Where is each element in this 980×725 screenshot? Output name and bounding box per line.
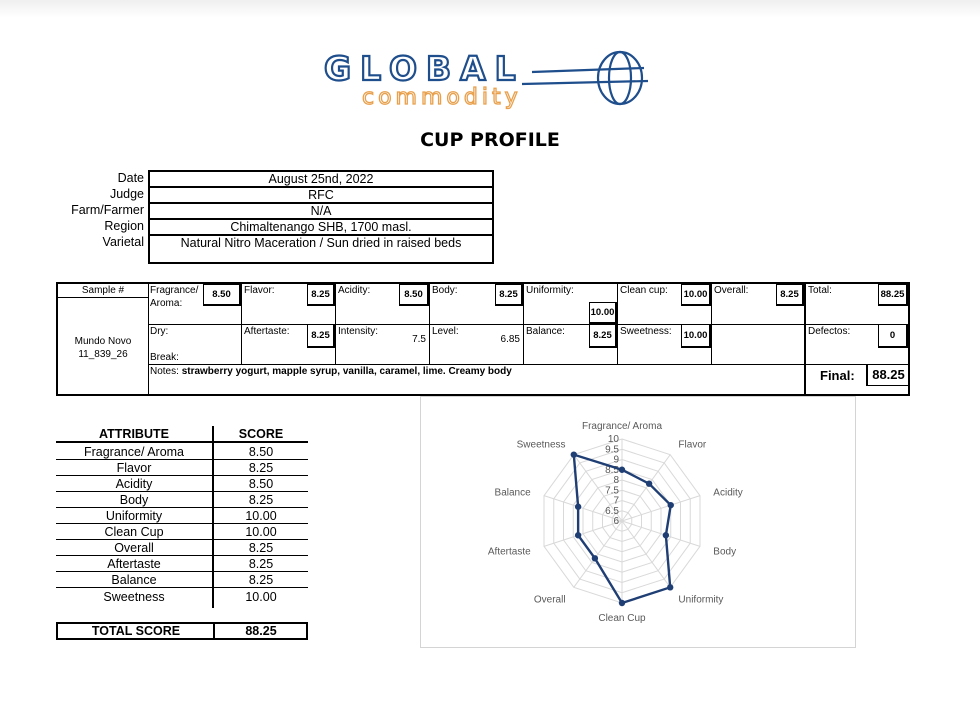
radar-tick-label: 6.5 (605, 505, 619, 517)
attribute-name: Sweetness (103, 590, 165, 604)
attribute-name: Balance (111, 573, 157, 587)
level-label: Level: (432, 326, 459, 337)
attribute-name: Uniformity (105, 509, 163, 523)
defectos-score: 0 (878, 324, 908, 348)
page-title: CUP PROFILE (420, 129, 560, 151)
notes-line (150, 366, 800, 377)
radar-tick-label: 7 (613, 495, 619, 507)
final-label: Final: (820, 368, 855, 383)
defectos-label: Defectos: (808, 326, 851, 337)
logo-graphic (322, 48, 652, 110)
score-column-header: SCORE (238, 427, 284, 441)
radar-data-point (619, 467, 625, 473)
page-top-shadow (0, 0, 980, 18)
radar-tick-label: 8.5 (605, 464, 619, 476)
table-row (56, 589, 308, 605)
table-row (56, 444, 308, 460)
attribute-header-underline (56, 426, 308, 443)
radar-data-point (575, 532, 581, 538)
radar-axis-label: Clean Cup (598, 613, 646, 624)
radar-data-point (667, 584, 673, 590)
attribute-score: 10.00 (245, 525, 277, 539)
uniformity-score: 10.00 (589, 302, 617, 324)
attribute-score: 10.00 (245, 590, 277, 604)
total-score: 88.25 (878, 284, 908, 306)
overall-score: 8.25 (776, 284, 804, 306)
acidity-score: 8.50 (399, 284, 429, 306)
attribute-score: 8.25 (248, 557, 274, 571)
radar-tick-label: 9.5 (605, 444, 619, 456)
table-row (56, 460, 308, 476)
radar-axis-label: Fragrance/ Aroma (581, 421, 663, 432)
info-label: Region (104, 219, 144, 233)
radar-axis-label: Body (713, 546, 737, 558)
radar-chart (420, 396, 856, 648)
radar-tick-label: 6 (613, 516, 619, 527)
attribute-name: Clean Cup (104, 525, 164, 539)
radar-data-point (575, 504, 581, 510)
total-score-value: 88.25 (245, 624, 277, 638)
radar-chart-svg (421, 397, 857, 649)
acidity-label: Acidity: (338, 285, 371, 296)
info-row-date (60, 170, 500, 186)
table-row (56, 540, 308, 556)
radar-spoke (622, 455, 670, 521)
balance-label: Balance: (526, 326, 565, 337)
attribute-name: Flavor (116, 461, 152, 475)
grid-line (148, 324, 910, 325)
sample-header: Sample # (81, 285, 125, 296)
uniformity-label: Uniformity: (526, 285, 574, 296)
dry-label: Dry: (150, 326, 169, 337)
notes-label: Notes: (150, 366, 179, 377)
cleancup-label: Clean cup: (620, 285, 668, 296)
table-row (56, 524, 308, 540)
sample-name: Mundo Novo (74, 336, 132, 347)
cleancup-score: 10.00 (681, 284, 711, 306)
grid-line (148, 364, 910, 365)
body-label: Body: (432, 285, 458, 296)
notes-text: strawberry yogurt, mapple syrup, vanilla, caramel, lime. Creamy body (181, 366, 512, 377)
attribute-column-header: ATTRIBUTE (99, 427, 169, 441)
body-score: 8.25 (495, 284, 523, 306)
table-row (56, 492, 308, 508)
radar-data-point (571, 451, 577, 457)
logo-globe-icon (522, 52, 648, 104)
info-value: N/A (148, 202, 494, 218)
attribute-name: Fragrance/ Aroma (83, 445, 185, 459)
radar-axis-label: Aftertaste (487, 546, 531, 558)
radar-spoke (574, 521, 622, 587)
info-label: Varietal (102, 235, 144, 249)
info-value: RFC (148, 186, 494, 202)
radar-data-point (663, 532, 669, 538)
attribute-name: Aftertaste (107, 557, 161, 571)
aftertaste-label: Aftertaste: (244, 326, 290, 337)
info-label: Date (117, 171, 144, 185)
radar-axis-label: Sweetness (516, 439, 566, 451)
attribute-score: 8.25 (248, 541, 274, 555)
radar-axis-label: Flavor (678, 439, 707, 451)
level-value: 6.85 (500, 334, 520, 345)
global-commodity-logo (322, 48, 652, 110)
aroma-label: Aroma: (150, 298, 183, 309)
radar-spoke (622, 521, 670, 587)
radar-axis-label: Overall (533, 594, 566, 606)
radar-tick-label: 8 (613, 475, 619, 486)
sweetness-score: 10.00 (681, 324, 711, 348)
balance-score: 8.25 (589, 324, 617, 348)
sample-code: 11_839_26 (78, 349, 128, 360)
overall-label: Overall: (714, 285, 749, 296)
attribute-score: 10.00 (245, 509, 277, 523)
info-value: August 25nd, 2022 (148, 170, 494, 186)
grid-line (58, 297, 149, 298)
radar-tick-label: 7.5 (605, 485, 619, 497)
info-label: Judge (109, 187, 144, 201)
radar-data-point (646, 480, 652, 486)
break-label: Break: (150, 352, 179, 363)
attribute-name: Body (119, 493, 149, 507)
radar-axis-label: Uniformity (678, 594, 724, 606)
radar-axis-label: Acidity (713, 487, 743, 499)
fragrance-score: 8.50 (203, 284, 241, 306)
intensity-value: 7.5 (412, 334, 426, 345)
sample-score-table (56, 282, 910, 396)
grid-line (804, 284, 806, 394)
radar-tick-label: 10 (607, 434, 619, 445)
radar-data-point (668, 502, 674, 508)
grid-line (148, 284, 149, 394)
aftertaste-score: 8.25 (307, 324, 335, 348)
radar-data-point (619, 600, 625, 606)
attribute-name: Acidity (115, 477, 153, 491)
attribute-score: 8.25 (248, 493, 274, 507)
info-row-farm (60, 202, 500, 218)
info-value: Chimaltenango SHB, 1700 masl. (148, 218, 494, 234)
radar-axis-label: Balance (494, 487, 531, 499)
total-score-row (56, 622, 308, 640)
intensity-label: Intensity: (338, 326, 379, 337)
attribute-score: 8.25 (248, 573, 274, 587)
table-row (56, 556, 308, 572)
final-score: 88.25 (866, 364, 910, 386)
table-row (56, 476, 308, 492)
total-label: Total: (808, 285, 832, 296)
info-row-judge (60, 186, 500, 202)
column-separator (213, 624, 215, 638)
table-row (56, 572, 308, 588)
sweetness-label: Sweetness: (620, 326, 672, 337)
info-row-region (60, 218, 500, 234)
attribute-score: 8.50 (248, 477, 274, 491)
radar-data-point (592, 555, 598, 561)
table-row (56, 508, 308, 524)
logo-word-commodity: commodity (362, 85, 522, 110)
fragrance-label: Fragrance/ (150, 285, 199, 296)
total-score-label: TOTAL SCORE (91, 624, 181, 638)
info-label: Farm/Farmer (71, 203, 144, 217)
attribute-score: 8.50 (248, 445, 274, 459)
info-value: Natural Nitro Maceration / Sun dried in raised beds (148, 234, 494, 264)
flavor-score: 8.25 (307, 284, 335, 306)
flavor-label: Flavor: (244, 285, 275, 296)
attribute-name: Overall (114, 541, 154, 555)
attribute-score: 8.25 (248, 461, 274, 475)
radar-tick-label: 9 (613, 454, 619, 466)
logo-word-global: GLOBAL (324, 49, 525, 88)
info-row-varietal (60, 234, 500, 250)
